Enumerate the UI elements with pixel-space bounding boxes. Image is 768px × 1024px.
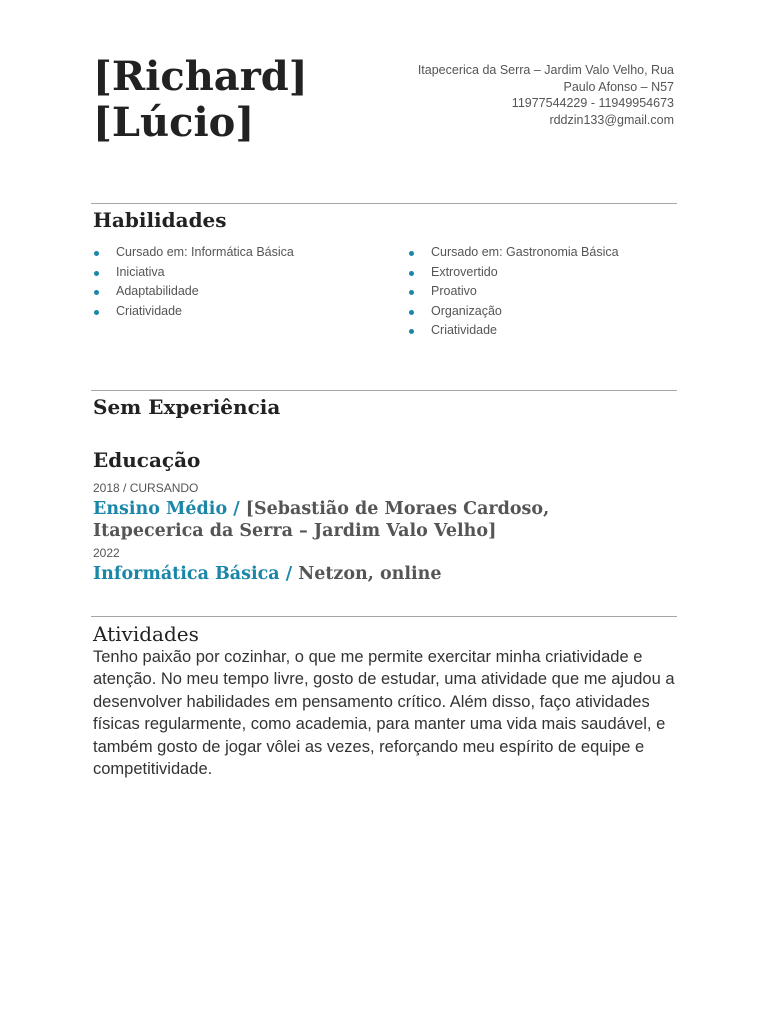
section-divider [91,616,677,617]
address-line-2: Paulo Afonso – N57 [563,79,674,94]
candidate-name [93,54,308,146]
education-entry [93,498,653,542]
skill-item: Proativo [408,282,619,302]
skill-item: Cursado em: Informática Básica [93,243,294,263]
education-date: 2018 / CURSANDO [93,481,199,495]
skills-list-right [408,243,619,341]
education-heading: Educação [93,448,201,472]
activities-text: Tenho paixão por cozinhar, o que me permite exercitar minha criatividade e atenção. No meu tempo livre, gosto de estudar, uma atividade que me ajudou a desenvolver habilidades em pensamento crítico. Além disso, faço atividades físicas regularmente, como academia, para manter uma vida mais saudável, e também gosto de jogar vôlei as vezes, reforçando meu espírito de equipe e competitividade. [93,648,675,779]
skills-heading: Habilidades [93,208,227,232]
section-divider [91,203,677,204]
education-entry [93,563,653,585]
skill-item: Extrovertido [408,263,619,283]
education-date: 2022 [93,546,120,560]
skill-item: Criatividade [408,321,619,341]
education-institution: Netzon, online [298,564,442,584]
last-name: [Lúcio] [93,99,255,146]
phone-numbers: 11977544229 - 11949954673 [511,96,674,110]
education-degree: Informática Básica / [93,564,293,584]
first-name: [Richard] [93,53,308,100]
skill-item: Cursado em: Gastronomia Básica [408,243,619,263]
address-line-1: Itapecerica da Serra – Jardim Valo Velho, Rua [417,63,674,77]
skill-item: Criatividade [93,302,294,322]
email-address: rddzin133@gmail.com [549,112,674,127]
education-degree: Ensino Médio / [93,499,240,519]
skill-item: Iniciativa [93,263,294,283]
section-divider [91,390,677,391]
activities-heading: Atividades [93,622,199,646]
skill-item: Organização [408,302,619,322]
education-institution: [Sebastião de Moraes Cardoso, Itapecerica da Serra – Jardim Valo Velho] [93,499,550,541]
experience-heading: Sem Experiência [93,395,281,419]
skill-item: Adaptabilidade [93,282,294,302]
contact-info [418,62,674,128]
skills-list-left [93,243,294,321]
